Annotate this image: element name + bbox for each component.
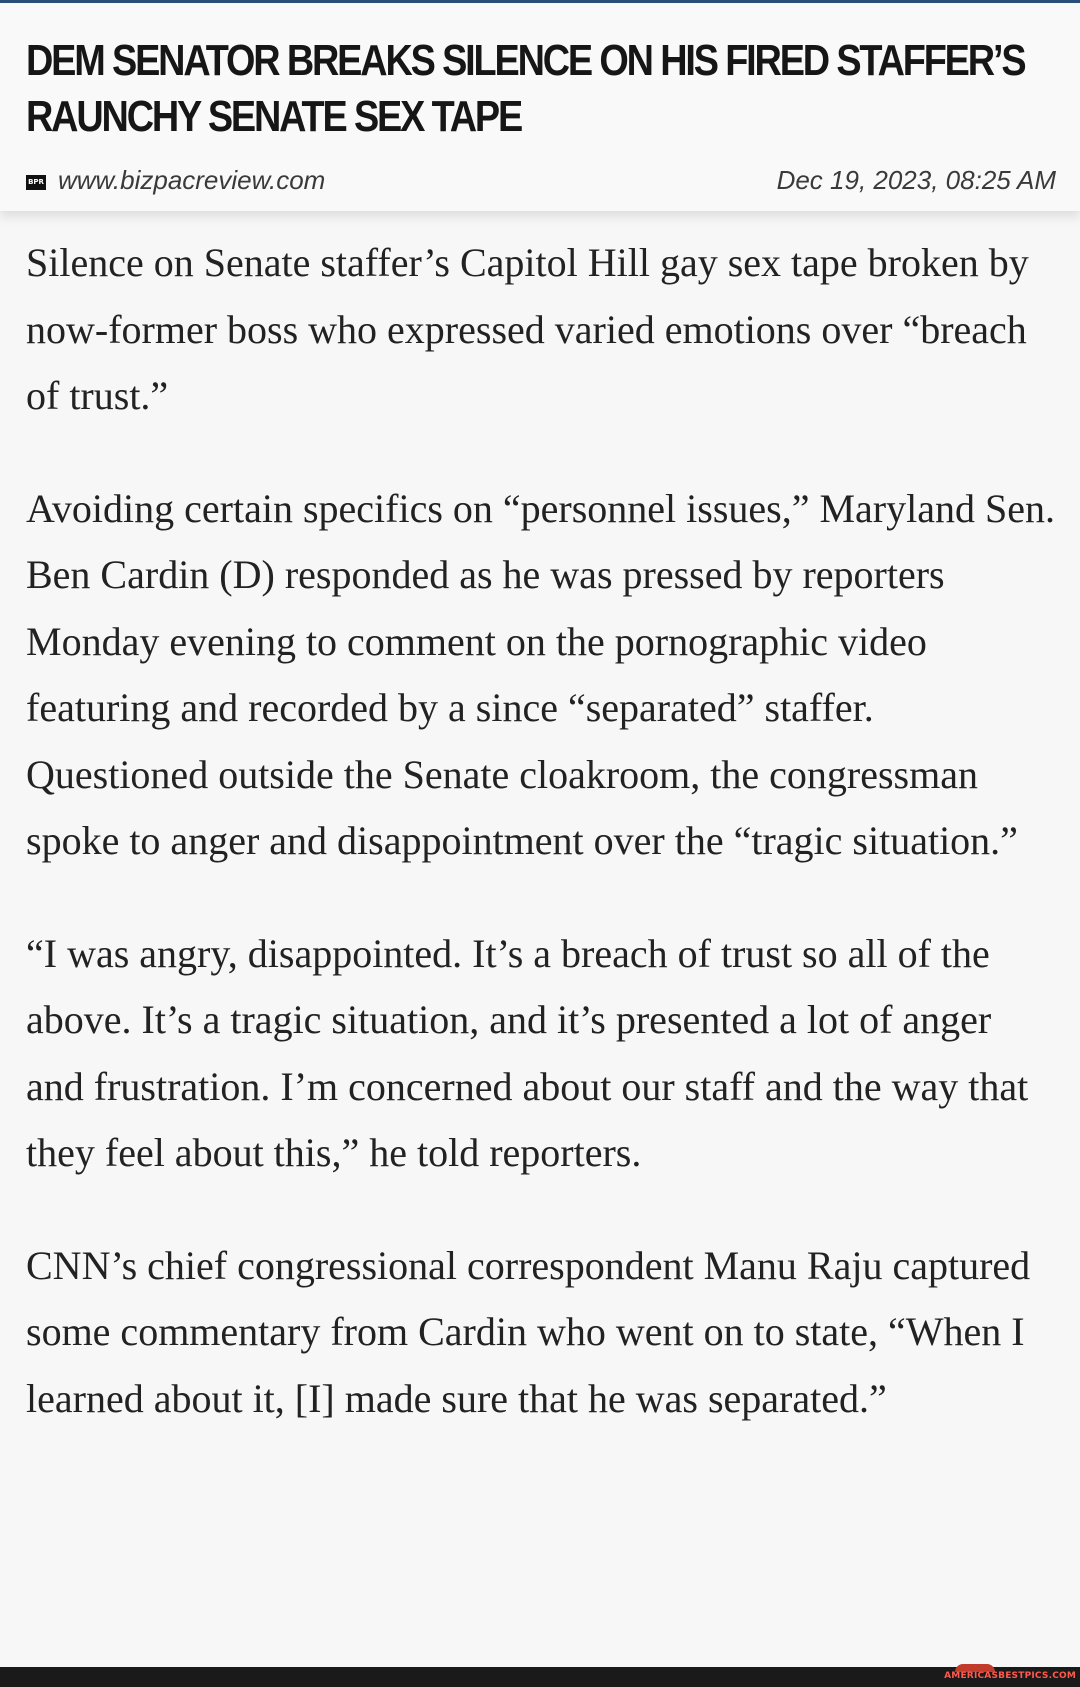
bottom-bar <box>0 1667 1080 1687</box>
article-paragraph: Avoiding certain specifics on “personnel issues,” Maryland Sen. Ben Cardin (D) responded as he was pressed by reporters Monday evening to comment on the pornographic video featuring and recorded by a since “separated” staffer. Questioned outside the Senate cloakroom, the congressman spoke to anger and disappointment over the “tragic situation.” <box>26 485 1055 863</box>
article-paragraph: Silence on Senate staffer’s Capitol Hill gay sex tape broken by now-former boss who expressed varied emotions over “breach of trust.” <box>26 240 1029 418</box>
publish-date: Dec 19, 2023, 08:25 AM <box>776 165 1056 195</box>
article-paragraph: CNN’s chief congressional correspondent Manu Raju captured some commentary from Cardin who went on to state, “When I learned about it, [I] made sure that he was separated.” <box>26 1242 1031 1421</box>
source-link[interactable]: www.bizpacreview.com <box>58 165 326 195</box>
article-header <box>0 3 1080 211</box>
article-meta <box>26 163 1056 199</box>
article-body <box>26 230 1056 1478</box>
site-favicon-icon: BPR <box>26 175 46 190</box>
article-paragraph: “I was angry, disappointed. It’s a breach of trust so all of the above. It’s a tragic situation, and it’s presented a lot of anger and frustration. I’m concerned about our staff and the way that they feel about this,” he told reporters. <box>26 930 1029 1175</box>
article-headline: DEM SENATOR BREAKS SILENCE ON HIS FIRED STAFFER’S RAUNCHY SENATE SEX TAPE <box>26 36 1025 141</box>
watermark-text: AMERICASBESTPICS.COM <box>944 1671 1076 1681</box>
